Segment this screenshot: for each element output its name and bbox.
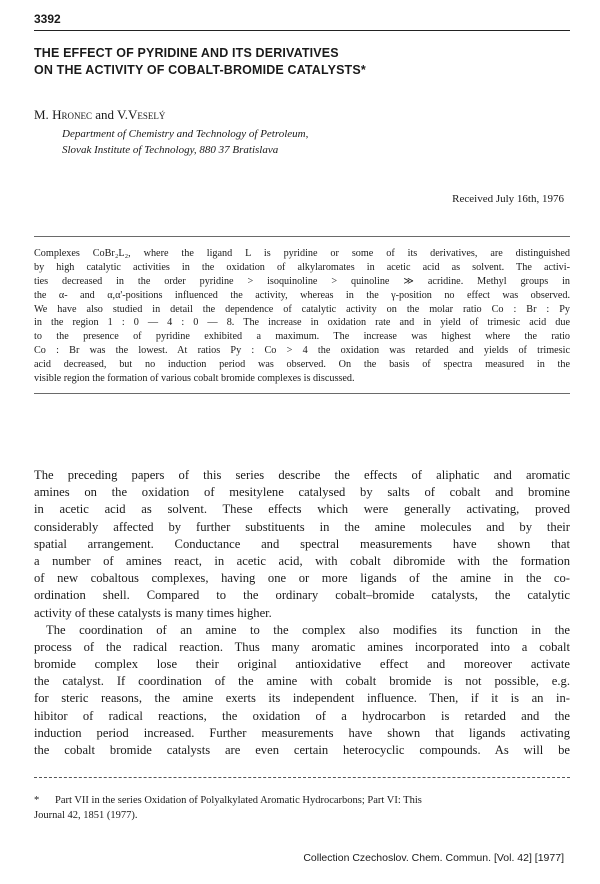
body-line: spatial arrangement. Conductance and spectral measurements have shown that <box>34 536 570 551</box>
footnote-line-1: * Part VII in the series Oxidation of Polyalkylated Aromatic Hydrocarbons; Part VI: This <box>34 795 422 806</box>
author-2-surname: Veselý <box>127 107 166 122</box>
body-line: The coordination of an amine to the complex also modifies its function in the <box>46 622 570 637</box>
header-rule <box>34 30 570 31</box>
body-line: in acetic acid as solvent. These effects which were generally activating, proved <box>34 502 570 517</box>
body-line: amines on the oxidation of mesitylene catalysed by salts of cobalt and bromine <box>34 485 570 500</box>
authors <box>34 107 165 123</box>
article-title <box>34 45 574 79</box>
authors-and: and <box>91 107 117 122</box>
abstract-line: visible region the formation of various cobalt bromide complexes is discussed. <box>34 373 355 385</box>
body-line: bromide complex lose their original antioxidative effect and moreover activate <box>34 657 570 672</box>
author-1-surname: Hronec <box>52 107 92 122</box>
abstract-line: Complexes CoBr₂L₂, where the ligand L is pyridine or some of its derivatives, are distinguished <box>34 248 570 259</box>
abstract-bottom-rule <box>34 393 570 394</box>
body-line: The preceding papers of this series describe the effects of aliphatic and aromatic <box>34 468 570 482</box>
body-line: considerably affected by further substituents in the amine molecules and by their <box>34 519 570 534</box>
abstract-line: We have also studied in detail the dependence of catalytic activity on the molar ratio Co : Br : Py <box>34 303 570 315</box>
author-2-initial: V. <box>117 107 128 122</box>
body-line: a number of amines react, in acetic acid, with cobalt dibromide with the formation <box>34 553 570 568</box>
abstract-line: by high catalytic activities in the oxidation of alkylaromates in acetic acid as solvent. The activi- <box>34 261 570 273</box>
body-line: hibitor of radical reactions, the oxidation of a hydrocarbon is retarded and the <box>34 708 570 723</box>
abstract-line: acid decreased, but no induction period was observed. On the basis of spectra measured in the <box>34 359 570 371</box>
title-line-2: ON THE ACTIVITY OF COBALT-BROMIDE CATALYSTS* <box>34 63 366 77</box>
body-line: the cobalt bromide catalysts are even certain heterocyclic compounds. As will be <box>34 743 570 757</box>
affiliation-line-2: Slovak Institute of Technology, 880 37 Bratislava <box>62 144 279 156</box>
abstract-top-rule <box>34 236 570 237</box>
abstract-line: to the presence of pyridine exhibited a maximum. The increase was highest where the ratio <box>34 331 570 343</box>
footnote-rule <box>34 777 570 778</box>
journal-footer: Collection Czechoslov. Chem. Commun. [Vol. 42] [1977] <box>303 852 564 864</box>
author-1-initial: M. <box>34 107 53 122</box>
title-line-1: THE EFFECT OF PYRIDINE AND ITS DERIVATIVES <box>34 46 339 60</box>
body-line: activity of these catalysts is many times higher. <box>34 605 272 620</box>
page-number: 3392 <box>34 12 61 26</box>
body-line: ordination shell. Compared to the ordinary cobalt–bromide catalysts, the catalytic <box>34 588 570 603</box>
abstract-line: the α- and α,α'-positions influenced the activity, whereas in the γ-position no effect was observed. <box>34 289 570 301</box>
abstract-line: Co : Br was the lowest. At ratios Py : Co > 4 the oxidation was retarded and yields of trimesic <box>34 345 570 357</box>
body-line: for steric reasons, the amine exerts its independent influence. Then, if it is an in- <box>34 691 570 706</box>
abstract <box>34 247 570 386</box>
abstract-line: in the region 1 : 0 — 4 : 0 — 8. The increase in oxidation rate and in yield of trimesic acid due <box>34 317 570 329</box>
abstract-line: ties decreased in the order pyridine > isoquinoline > quinoline ≫ acridine. Methyl groups in <box>34 275 570 287</box>
affiliation-line-1: Department of Chemistry and Technology of Petroleum, <box>62 128 309 140</box>
affiliation <box>62 126 308 158</box>
body-line: induction period increased. Further measurements have shown that ligands activating <box>34 725 570 740</box>
body-line: process of the radical reaction. Thus many aromatic amines incorporated into a cobalt <box>34 639 570 654</box>
body-line: the catalyst. If coordination of the amine with cobalt bromide is not possible, e.g. <box>34 674 570 689</box>
body-text <box>34 467 570 759</box>
footnote <box>34 793 570 823</box>
footnote-line-2: Journal 42, 1851 (1977). <box>34 810 138 821</box>
body-line: of new cobaltous complexes, having one or more ligands of the amine in the co- <box>34 571 570 586</box>
received-date: Received July 16th, 1976 <box>452 193 564 205</box>
